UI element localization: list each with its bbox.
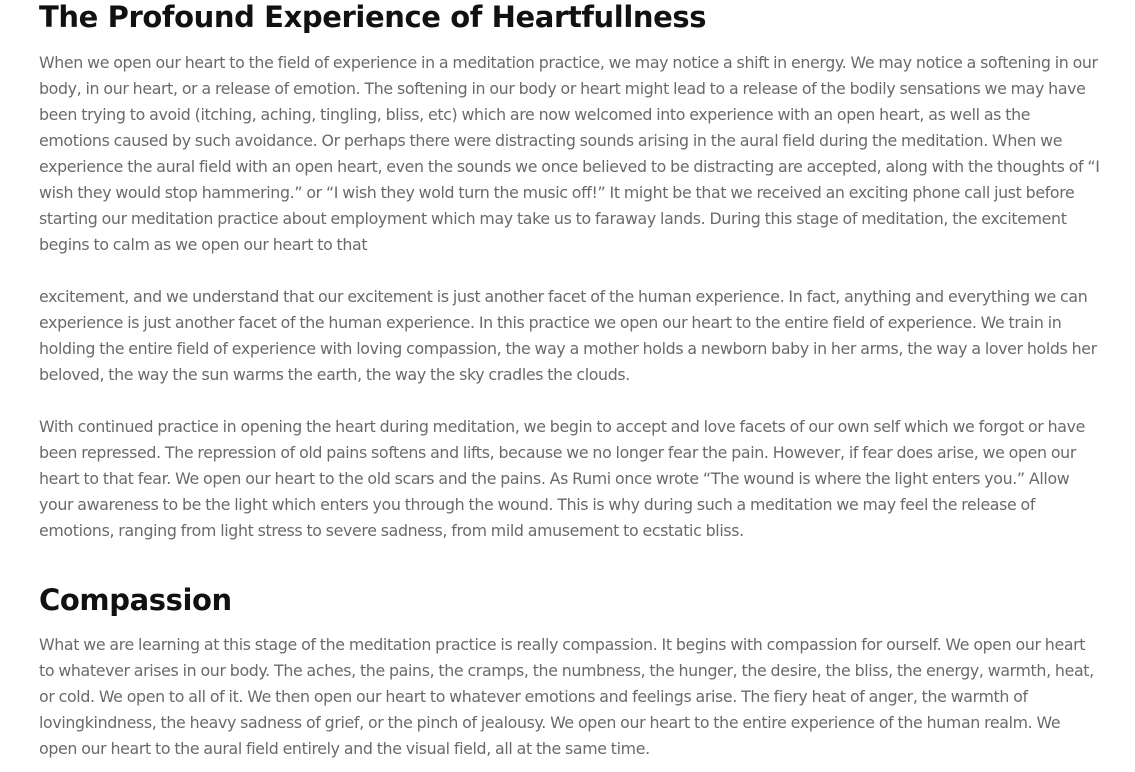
paragraph-excitement: excitement, and we understand that our excitement is just another facet of the human experience. In fact, anything and everything we can experience is just another facet of the human experience. In this practice we open our heart to the entire field of experience. We train in holding the entire field of experience with loving compassion, the way a mother holds a newborn baby in her arms, the way a lover holds her beloved, the way the sun warms the earth, the way the sky cradles the clouds.: [39, 287, 1097, 384]
page-title: The Profound Experience of Heartfullness: [39, 0, 707, 34]
paragraph-compassion: What we are learning at this stage of the meditation practice is really compassion. It begins with compassion for ourself. We open our heart to whatever arises in our body. The aches, the pains, the cramps, the numbness, the hunger, the desire, the bliss, the energy, warmth, heat, or cold. We open to all of it. We then open our heart to whatever emotions and feelings arise. The fiery heat of anger, the warmth of lovingkindness, the heavy sadness of grief, or the pinch of jealousy. We open our heart to the entire experience of the human realm. We open our heart to the aural field entirely and the visual field, all at the same time.: [39, 635, 1094, 758]
paragraph-open-heart: When we open our heart to the field of experience in a meditation practice, we may notice a shift in energy. We may notice a softening in our body, in our heart, or a release of emotion. The softening in our body or heart might lead to a release of the bodily sensations we may have been trying to avoid (itching, aching, tingling, bliss, etc) which are now welcomed into experience with an open heart, as well as the emotions caused by such avoidance. Or perhaps there were distracting sounds arising in the aural field during the meditation. When we experience the aural field with an open heart, even the sounds we once believed to be distracting are accepted, along with the thoughts of “I wish they would stop hammering.” or “I wish they wold turn the music off!” It might be that we received an exciting phone call just before starting our meditation practice about employment which may take us to faraway lands. During this stage of meditation, the excitement begins to calm as we open our heart to that: [39, 53, 1100, 254]
article-body: [39, 0, 1101, 762]
section-title-compassion: Compassion: [39, 583, 232, 617]
paragraph-continued-practice: With continued practice in opening the heart during meditation, we begin to accept and love facets of our own self which we forgot or have been repressed. The repression of old pains softens and lifts, because we no longer fear the pain. However, if fear does arise, we open our heart to that fear. We open our heart to the old scars and the pains. As Rumi once wrote “The wound is where the light enters you.” Allow your awareness to be the light which enters you through the wound. This is why during such a meditation we may feel the release of emotions, ranging from light stress to severe sadness, from mild amusement to ecstatic bliss.: [39, 417, 1085, 540]
